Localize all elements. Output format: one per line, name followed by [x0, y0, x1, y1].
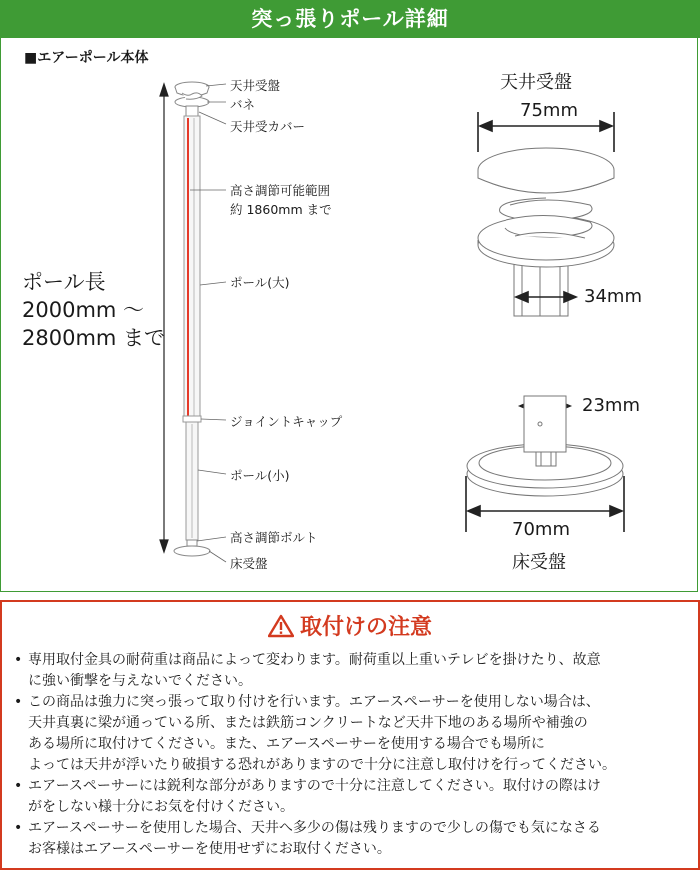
caution-notes: [14, 650, 690, 860]
page-title: 突っ張りポール詳細: [0, 0, 700, 38]
label-joint-cap: ジョイントキャップ: [230, 414, 343, 429]
caution-note: [14, 818, 690, 860]
pole-length-line3: 2800mm まで: [22, 326, 166, 350]
label-pole-large: ポール(大): [230, 275, 290, 290]
ceiling-detail-title: 天井受盤: [500, 72, 572, 93]
note-line: ある場所に取付けてください。また、エアースペーサーを使用する場合でも場所に: [28, 736, 545, 752]
floor-width-label: 70mm: [512, 519, 570, 540]
caution-panel: [0, 600, 700, 870]
note-line: お客様はエアースペーサーを使用せずにお取付ください。: [28, 841, 391, 857]
floor-detail-title: 床受盤: [512, 552, 566, 573]
note-line: • エアースペーサーを使用した場合、天井へ多少の傷は残りますので少しの傷でも気になさる: [28, 820, 601, 836]
ceiling-pole-width-label: 34mm: [584, 286, 642, 307]
label-adjust-range-2: 約 1860mm まで: [230, 202, 332, 217]
label-spring: バネ: [230, 97, 256, 112]
section-label: ■エアーポール本体: [24, 50, 149, 66]
ceiling-width-label: 75mm: [520, 100, 578, 121]
note-line: • この商品は強力に突っ張って取り付けを行います。エアースペーサーを使用しない場合は、: [28, 694, 600, 710]
caution-title: 取付けの注意: [299, 615, 432, 640]
label-pole-small: ポール(小): [230, 468, 290, 483]
note-line: • エアースペーサーには鋭利な部分がありますので十分に注意してください。取付けの際はけ: [28, 778, 601, 794]
label-adjust-range-1: 高さ調節可能範囲: [230, 183, 331, 198]
note-line: • 専用取付金具の耐荷重は商品によって変わります。耐荷重以上重いテレビを掛けたり、故意: [28, 652, 601, 668]
warning-icon: [268, 614, 294, 638]
floor-bolt-width-label: 23mm: [582, 395, 640, 416]
pole-length-line2: 2000mm ～: [22, 298, 145, 322]
label-adjust-bolt: 高さ調節ボルト: [230, 530, 318, 545]
note-line: に強い衝撃を与えないでください。: [28, 673, 252, 689]
caution-note: [14, 650, 690, 692]
label-ceiling-cover: 天井受カバー: [230, 119, 306, 134]
caution-note: [14, 776, 690, 818]
note-line: がをしない様十分にお気を付けください。: [28, 799, 294, 815]
pole-length-line1: ポール長: [22, 270, 106, 294]
caution-heading: [2, 610, 698, 641]
note-line: よっては天井が浮いたり破損する恐れがありますので十分に注意し取付けを行ってください。: [28, 757, 616, 773]
caution-note: [14, 692, 690, 776]
label-floor-plate: 床受盤: [230, 556, 268, 571]
label-ceiling-plate: 天井受盤: [230, 78, 281, 93]
note-line: 天井真裏に梁が通っている所、または鉄筋コンクリートなど天井下地のある場所や補強の: [28, 715, 588, 731]
